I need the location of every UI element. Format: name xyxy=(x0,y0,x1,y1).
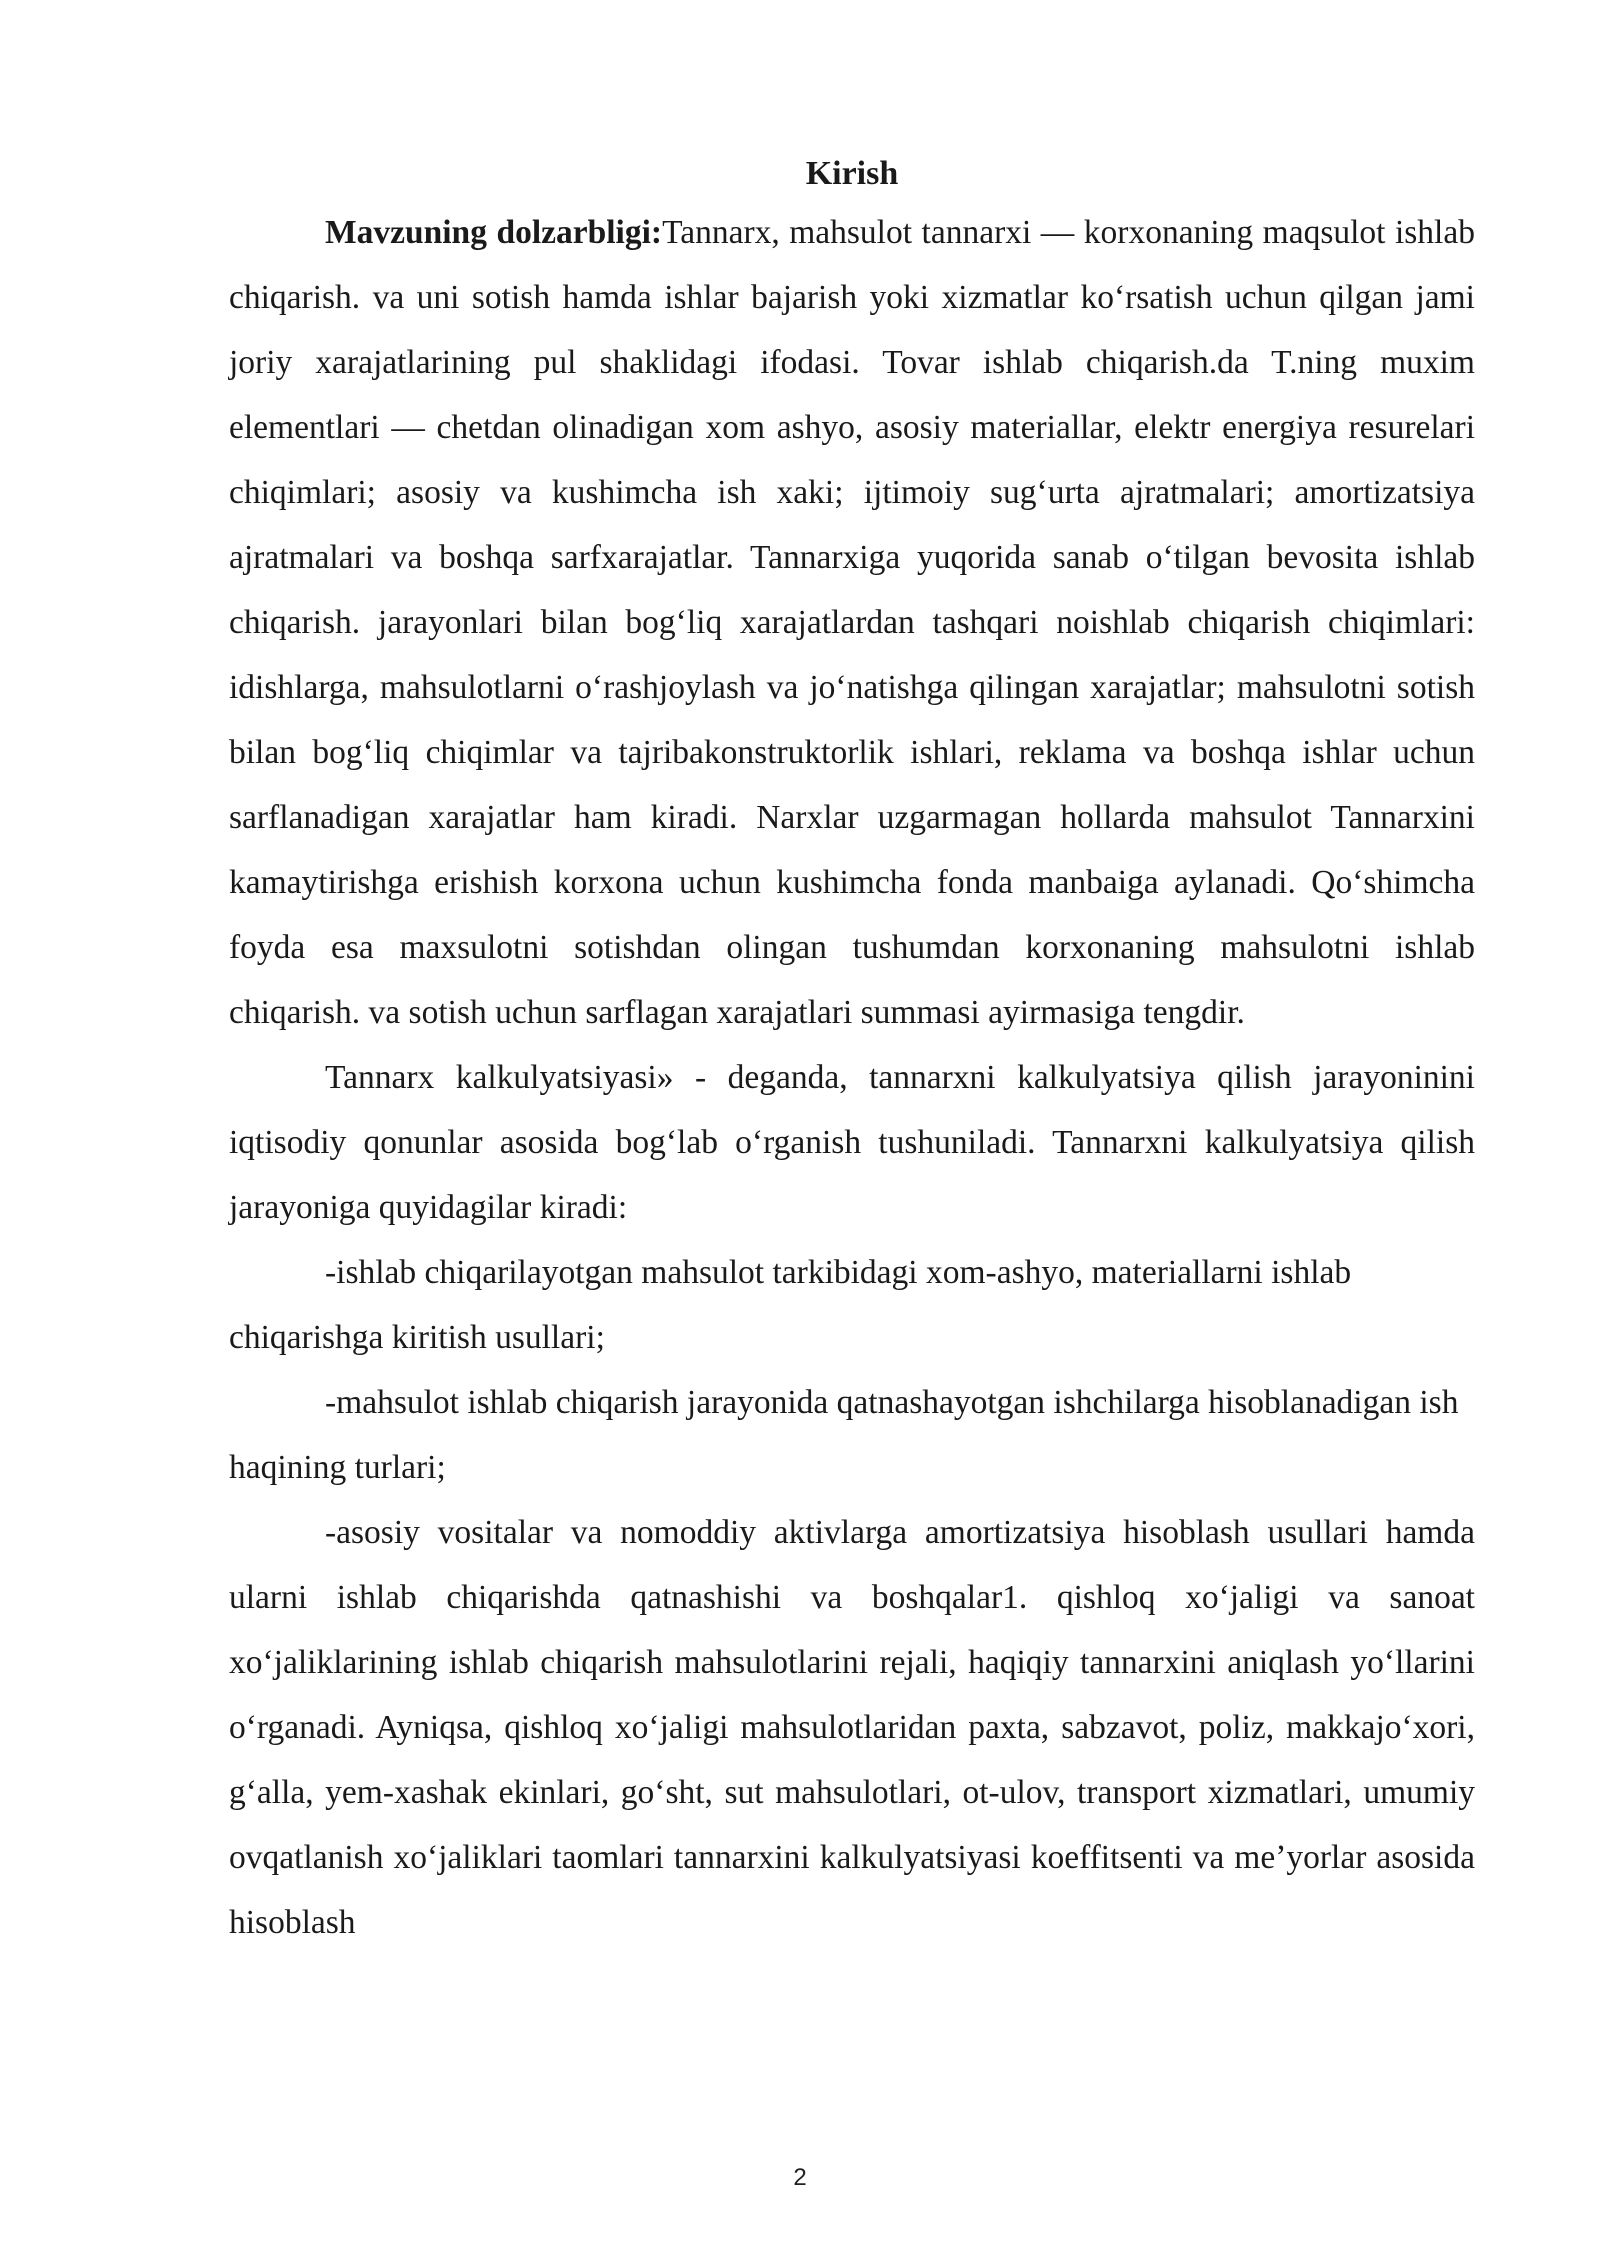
list-item-raw-materials: -ishlab chiqarilayotgan mahsulot tarkibidagi xom-ashyo, materiallarni ishlab chiqarishga kiritish usullari; xyxy=(229,1254,1352,1356)
page-content xyxy=(229,148,1475,1955)
page-number: 2 xyxy=(793,2164,807,2191)
paragraph-text: Tannarx, mahsulot tannarxi — korxonaning maqsulot ishlab chiqarish. va uni sotish hamda ishlar bajarish yoki xizmatlar koʻrsatish uchun qilgan jami joriy xarajatlarining pul shaklidagi ifodasi. Tovar ishlab chiqarish.da T.ning muxim elementlari — chetdan olinadigan xom ashyo, asosiy materiallar, elektr energiya resurelari chiqimlari; asosiy va kushimcha ish xaki; ijtimoiy sugʻurta ajratmalari; amortizatsiya ajratmalari va boshqa sarfxarajatlar. Tannarxiga yuqorida sanab oʻtilgan bevosita ishlab chiqarish. jarayonlari bilan bogʻliq xarajatlardan tashqari noishlab chiqarish chiqimlari: idishlarga, mahsulotlarni oʻrashjoylash va joʻnatishga qilingan xarajatlar; mahsulotni sotish bilan bogʻliq chiqimlar va tajribakonstruktorlik ishlari, reklama va boshqa ishlar uchun sarflanadigan xarajatlar ham kiradi. Narxlar uzgarmagan hollarda mahsulot Tannarxini kamaytirishga erishish korxona uchun kushimcha fonda manbaiga aylanadi. Qoʻshimcha foyda esa maxsulotni sotishdan olingan tushumdan korxonaning mahsulotni ishlab chiqarish. va sotish uchun sarflagan xarajatlari summasi ayirmasiga tengdir. xyxy=(229,214,1475,1031)
paragraph-lead: Mavzuning dolzarbligi: xyxy=(325,214,663,251)
list-item-depreciation: -asosiy vositalar va nomoddiy aktivlarga amortizatsiya hisoblash usullari hamda ularni ishlab chiqarishda qatnashishi va boshqalar1. qishloq xoʻjaligi va sanoat xoʻjaliklarining ishlab chiqarish mahsulotlarini rejali, haqiqiy tannarxini aniqlash yoʻllarini oʻrganadi. Ayniqsa, qishloq xoʻjaligi mahsulotlaridan paxta, sabzavot, poliz, makkajoʻxori, gʻalla, yem-xashak ekinlari, goʻsht, sut mahsulotlari, ot-ulov, transport xizmatlari, umumiy ovqatlanish xoʻjaliklari taomlari tannarxini kalkulyatsiyasi koeffitsenti va meʼyorlar asosida hisoblash xyxy=(229,1514,1475,1941)
section-heading: Kirish xyxy=(805,155,899,192)
list-item-wages: -mahsulot ishlab chiqarish jarayonida qatnashayotgan ishchilarga hisoblanadigan ish haqining turlari; xyxy=(229,1384,1459,1486)
paragraph-calculation: Tannarx kalkulyatsiyasi» - deganda, tannarxni kalkulyatsiya qilish jarayoninini iqtisodiy qonunlar asosida bogʻlab oʻrganish tushuniladi. Tannarxni kalkulyatsiya qilish jarayoniga quyidagilar kiradi: xyxy=(229,1059,1475,1226)
paragraph-relevance xyxy=(229,200,1475,1045)
